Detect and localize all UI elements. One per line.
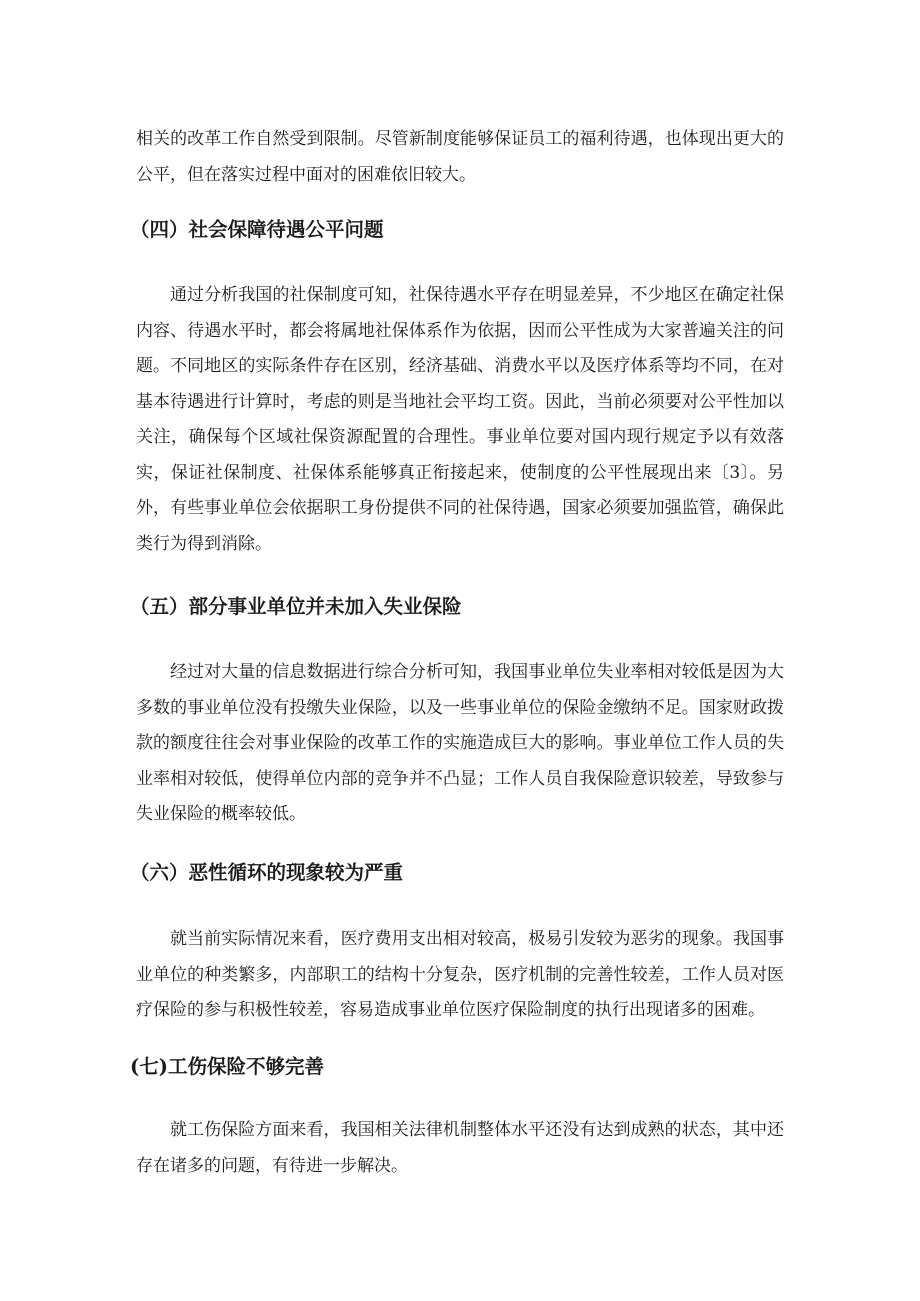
section-heading-7: (七)工伤保险不够完善: [130, 1055, 324, 1078]
paragraph-section-6: [136, 922, 784, 1029]
paragraph-section-4: [136, 278, 784, 562]
paragraph-section-5: [136, 655, 784, 833]
section-heading-5: （五）部分事业单位并未加入失业保险: [130, 595, 462, 618]
paragraph-text: 就当前实际情况来看，医疗费用支出相对较高，极易引发较为恶劣的现象。我国事业单位的种类繁多，内部职工的结构十分复杂，医疗机制的完善性较差，工作人员对医疗保险的参与积极性较差，容易造成事业单位医疗保险制度的执行出现诸多的困难。: [136, 929, 784, 1020]
paragraph-section-7: [136, 1113, 784, 1184]
paragraph-text: 经过对大量的信息数据进行综合分析可知，我国事业单位失业率相对较低是因为大多数的事业单位没有投缴失业保险，以及一些事业单位的保险金缴纳不足。国家财政拨款的额度往往会对事业保险的改革工作的实施造成巨大的影响。事业单位工作人员的失业率相对较低，使得单位内部的竞争并不凸显；工作人员自我保险意识较差，导致参与失业保险的概率较低。: [136, 662, 784, 824]
paragraph-continuation: [136, 122, 784, 193]
section-heading-6: （六）恶性循环的现象较为严重: [130, 861, 404, 884]
paragraph-text: 相关的改革工作自然受到限制。尽管新制度能够保证员工的福利待遇，也体现出更大的公平，但在落实过程中面对的困难依旧较大。: [136, 129, 784, 185]
paragraph-text: 通过分析我国的社保制度可知，社保待遇水平存在明显差异，不少地区在确定社保内容、待遇水平时，都会将属地社保体系作为依据，因而公平性成为大家普遍关注的问题。不同地区的实际条件存在区别，经济基础、消费水平以及医疗体系等均不同，在对基本待遇进行计算时，考虑的则是当地社会平均工资。因此，当前必须要对公平性加以关注，确保每个区域社保资源配置的合理性。事业单位要对国内现行规定予以有效落实，保证社保制度、社保体系能够真正衔接起来，使制度的公平性展现出来〔3〕。另外，有些事业单位会依据职工身份提供不同的社保待遇，国家必须要加强监管，确保此类行为得到消除。: [136, 285, 784, 554]
section-heading-4: （四）社会保障待遇公平问题: [130, 218, 384, 241]
paragraph-text: 就工伤保险方面来看，我国相关法律机制整体水平还没有达到成熟的状态，其中还存在诸多的问题，有待进一步解决。: [136, 1120, 784, 1176]
